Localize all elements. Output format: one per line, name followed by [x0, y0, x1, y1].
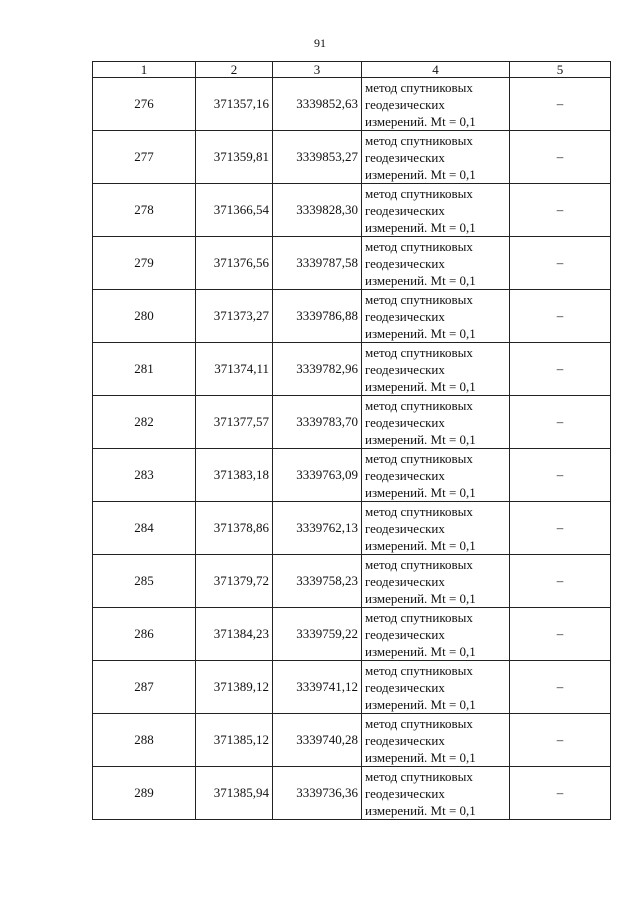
method-text-line: метод спутниковых — [365, 556, 473, 572]
y-coordinate-cell: 3339758,23 — [273, 555, 362, 608]
method-cell — [362, 502, 510, 555]
method-cell — [362, 608, 510, 661]
method-text-line: геодезических — [365, 626, 445, 642]
x-coordinate-cell: 371383,18 — [196, 449, 273, 502]
y-coordinate-cell: 3339736,36 — [273, 767, 362, 820]
method-text-line: метод спутниковых — [365, 79, 473, 95]
method-cell — [362, 661, 510, 714]
note-cell: – — [510, 767, 611, 820]
note-cell: – — [510, 237, 611, 290]
y-coordinate-cell: 3339741,12 — [273, 661, 362, 714]
point-number-cell: 282 — [93, 396, 196, 449]
method-text-line: измерений. Mt = 0,1 — [365, 802, 476, 818]
method-text-line: измерений. Mt = 0,1 — [365, 378, 476, 394]
y-coordinate-cell: 3339759,22 — [273, 608, 362, 661]
table-row — [93, 767, 611, 820]
x-coordinate-cell: 371377,57 — [196, 396, 273, 449]
method-text-line: измерений. Mt = 0,1 — [365, 431, 476, 447]
x-coordinate-cell: 371373,27 — [196, 290, 273, 343]
note-cell: – — [510, 343, 611, 396]
method-text-line: геодезических — [365, 467, 445, 483]
point-number-cell: 279 — [93, 237, 196, 290]
x-coordinate-cell: 371366,54 — [196, 184, 273, 237]
method-text-line: метод спутниковых — [365, 609, 473, 625]
y-coordinate-cell: 3339782,96 — [273, 343, 362, 396]
note-cell: – — [510, 78, 611, 131]
table-row — [93, 502, 611, 555]
table-header-row — [93, 62, 611, 78]
table-row — [93, 714, 611, 767]
method-text-line: метод спутниковых — [365, 291, 473, 307]
point-number-cell: 276 — [93, 78, 196, 131]
method-text-line: измерений. Mt = 0,1 — [365, 643, 476, 659]
method-cell — [362, 767, 510, 820]
x-coordinate-cell: 371389,12 — [196, 661, 273, 714]
x-coordinate-cell: 371378,86 — [196, 502, 273, 555]
table-row — [93, 237, 611, 290]
method-text-line: метод спутниковых — [365, 503, 473, 519]
method-cell — [362, 343, 510, 396]
method-text-line: измерений. Mt = 0,1 — [365, 325, 476, 341]
point-number-cell: 287 — [93, 661, 196, 714]
method-text-line: геодезических — [365, 732, 445, 748]
note-cell: – — [510, 608, 611, 661]
point-number-cell: 289 — [93, 767, 196, 820]
y-coordinate-cell: 3339763,09 — [273, 449, 362, 502]
point-number-cell: 283 — [93, 449, 196, 502]
method-text-line: метод спутниковых — [365, 662, 473, 678]
x-coordinate-cell: 371379,72 — [196, 555, 273, 608]
method-text-line: измерений. Mt = 0,1 — [365, 113, 476, 129]
point-number-cell: 277 — [93, 131, 196, 184]
x-coordinate-cell: 371359,81 — [196, 131, 273, 184]
method-text-line: геодезических — [365, 361, 445, 377]
x-coordinate-cell: 371374,11 — [196, 343, 273, 396]
point-number-cell: 278 — [93, 184, 196, 237]
method-text-line: метод спутниковых — [365, 238, 473, 254]
point-number-cell: 284 — [93, 502, 196, 555]
note-cell: – — [510, 290, 611, 343]
method-text-line: метод спутниковых — [365, 450, 473, 466]
method-text-line: измерений. Mt = 0,1 — [365, 272, 476, 288]
column-header: 1 — [93, 62, 196, 78]
column-header: 5 — [510, 62, 611, 78]
column-header: 3 — [273, 62, 362, 78]
y-coordinate-cell: 3339828,30 — [273, 184, 362, 237]
method-cell — [362, 714, 510, 767]
table-row — [93, 343, 611, 396]
note-cell: – — [510, 555, 611, 608]
table-row — [93, 449, 611, 502]
table-row — [93, 290, 611, 343]
x-coordinate-cell: 371385,94 — [196, 767, 273, 820]
method-cell — [362, 237, 510, 290]
note-cell: – — [510, 502, 611, 555]
note-cell: – — [510, 714, 611, 767]
method-text-line: измерений. Mt = 0,1 — [365, 166, 476, 182]
table-row — [93, 184, 611, 237]
method-cell — [362, 555, 510, 608]
method-text-line: метод спутниковых — [365, 344, 473, 360]
note-cell: – — [510, 131, 611, 184]
method-text-line: геодезических — [365, 520, 445, 536]
method-text-line: метод спутниковых — [365, 132, 473, 148]
method-text-line: метод спутниковых — [365, 715, 473, 731]
note-cell: – — [510, 396, 611, 449]
table-row — [93, 661, 611, 714]
method-text-line: измерений. Mt = 0,1 — [365, 749, 476, 765]
method-text-line: геодезических — [365, 149, 445, 165]
method-text-line: геодезических — [365, 96, 445, 112]
method-text-line: метод спутниковых — [365, 397, 473, 413]
method-text-line: геодезических — [365, 679, 445, 695]
method-text-line: геодезических — [365, 785, 445, 801]
y-coordinate-cell: 3339787,58 — [273, 237, 362, 290]
method-text-line: метод спутниковых — [365, 185, 473, 201]
x-coordinate-cell: 371384,23 — [196, 608, 273, 661]
method-cell — [362, 449, 510, 502]
y-coordinate-cell: 3339783,70 — [273, 396, 362, 449]
method-text-line: геодезических — [365, 255, 445, 271]
point-number-cell: 280 — [93, 290, 196, 343]
table-row — [93, 78, 611, 131]
page-number: 91 — [314, 36, 326, 50]
method-cell — [362, 78, 510, 131]
point-number-cell: 281 — [93, 343, 196, 396]
table-row — [93, 608, 611, 661]
method-cell — [362, 396, 510, 449]
method-text-line: метод спутниковых — [365, 768, 473, 784]
method-cell — [362, 131, 510, 184]
y-coordinate-cell: 3339762,13 — [273, 502, 362, 555]
y-coordinate-cell: 3339786,88 — [273, 290, 362, 343]
y-coordinate-cell: 3339740,28 — [273, 714, 362, 767]
note-cell: – — [510, 184, 611, 237]
y-coordinate-cell: 3339853,27 — [273, 131, 362, 184]
point-number-cell: 285 — [93, 555, 196, 608]
method-cell — [362, 184, 510, 237]
x-coordinate-cell: 371385,12 — [196, 714, 273, 767]
x-coordinate-cell: 371357,16 — [196, 78, 273, 131]
column-header: 4 — [362, 62, 510, 78]
method-text-line: измерений. Mt = 0,1 — [365, 590, 476, 606]
note-cell: – — [510, 449, 611, 502]
point-number-cell: 286 — [93, 608, 196, 661]
method-text-line: измерений. Mt = 0,1 — [365, 696, 476, 712]
method-text-line: геодезических — [365, 414, 445, 430]
x-coordinate-cell: 371376,56 — [196, 237, 273, 290]
method-text-line: геодезических — [365, 202, 445, 218]
method-text-line: геодезических — [365, 308, 445, 324]
point-number-cell: 288 — [93, 714, 196, 767]
method-cell — [362, 290, 510, 343]
y-coordinate-cell: 3339852,63 — [273, 78, 362, 131]
column-header: 2 — [196, 62, 273, 78]
table-row — [93, 131, 611, 184]
method-text-line: измерений. Mt = 0,1 — [365, 484, 476, 500]
table-row — [93, 396, 611, 449]
note-cell: – — [510, 661, 611, 714]
method-text-line: измерений. Mt = 0,1 — [365, 219, 476, 235]
coordinates-table — [92, 61, 611, 820]
method-text-line: геодезических — [365, 573, 445, 589]
method-text-line: измерений. Mt = 0,1 — [365, 537, 476, 553]
table-row — [93, 555, 611, 608]
